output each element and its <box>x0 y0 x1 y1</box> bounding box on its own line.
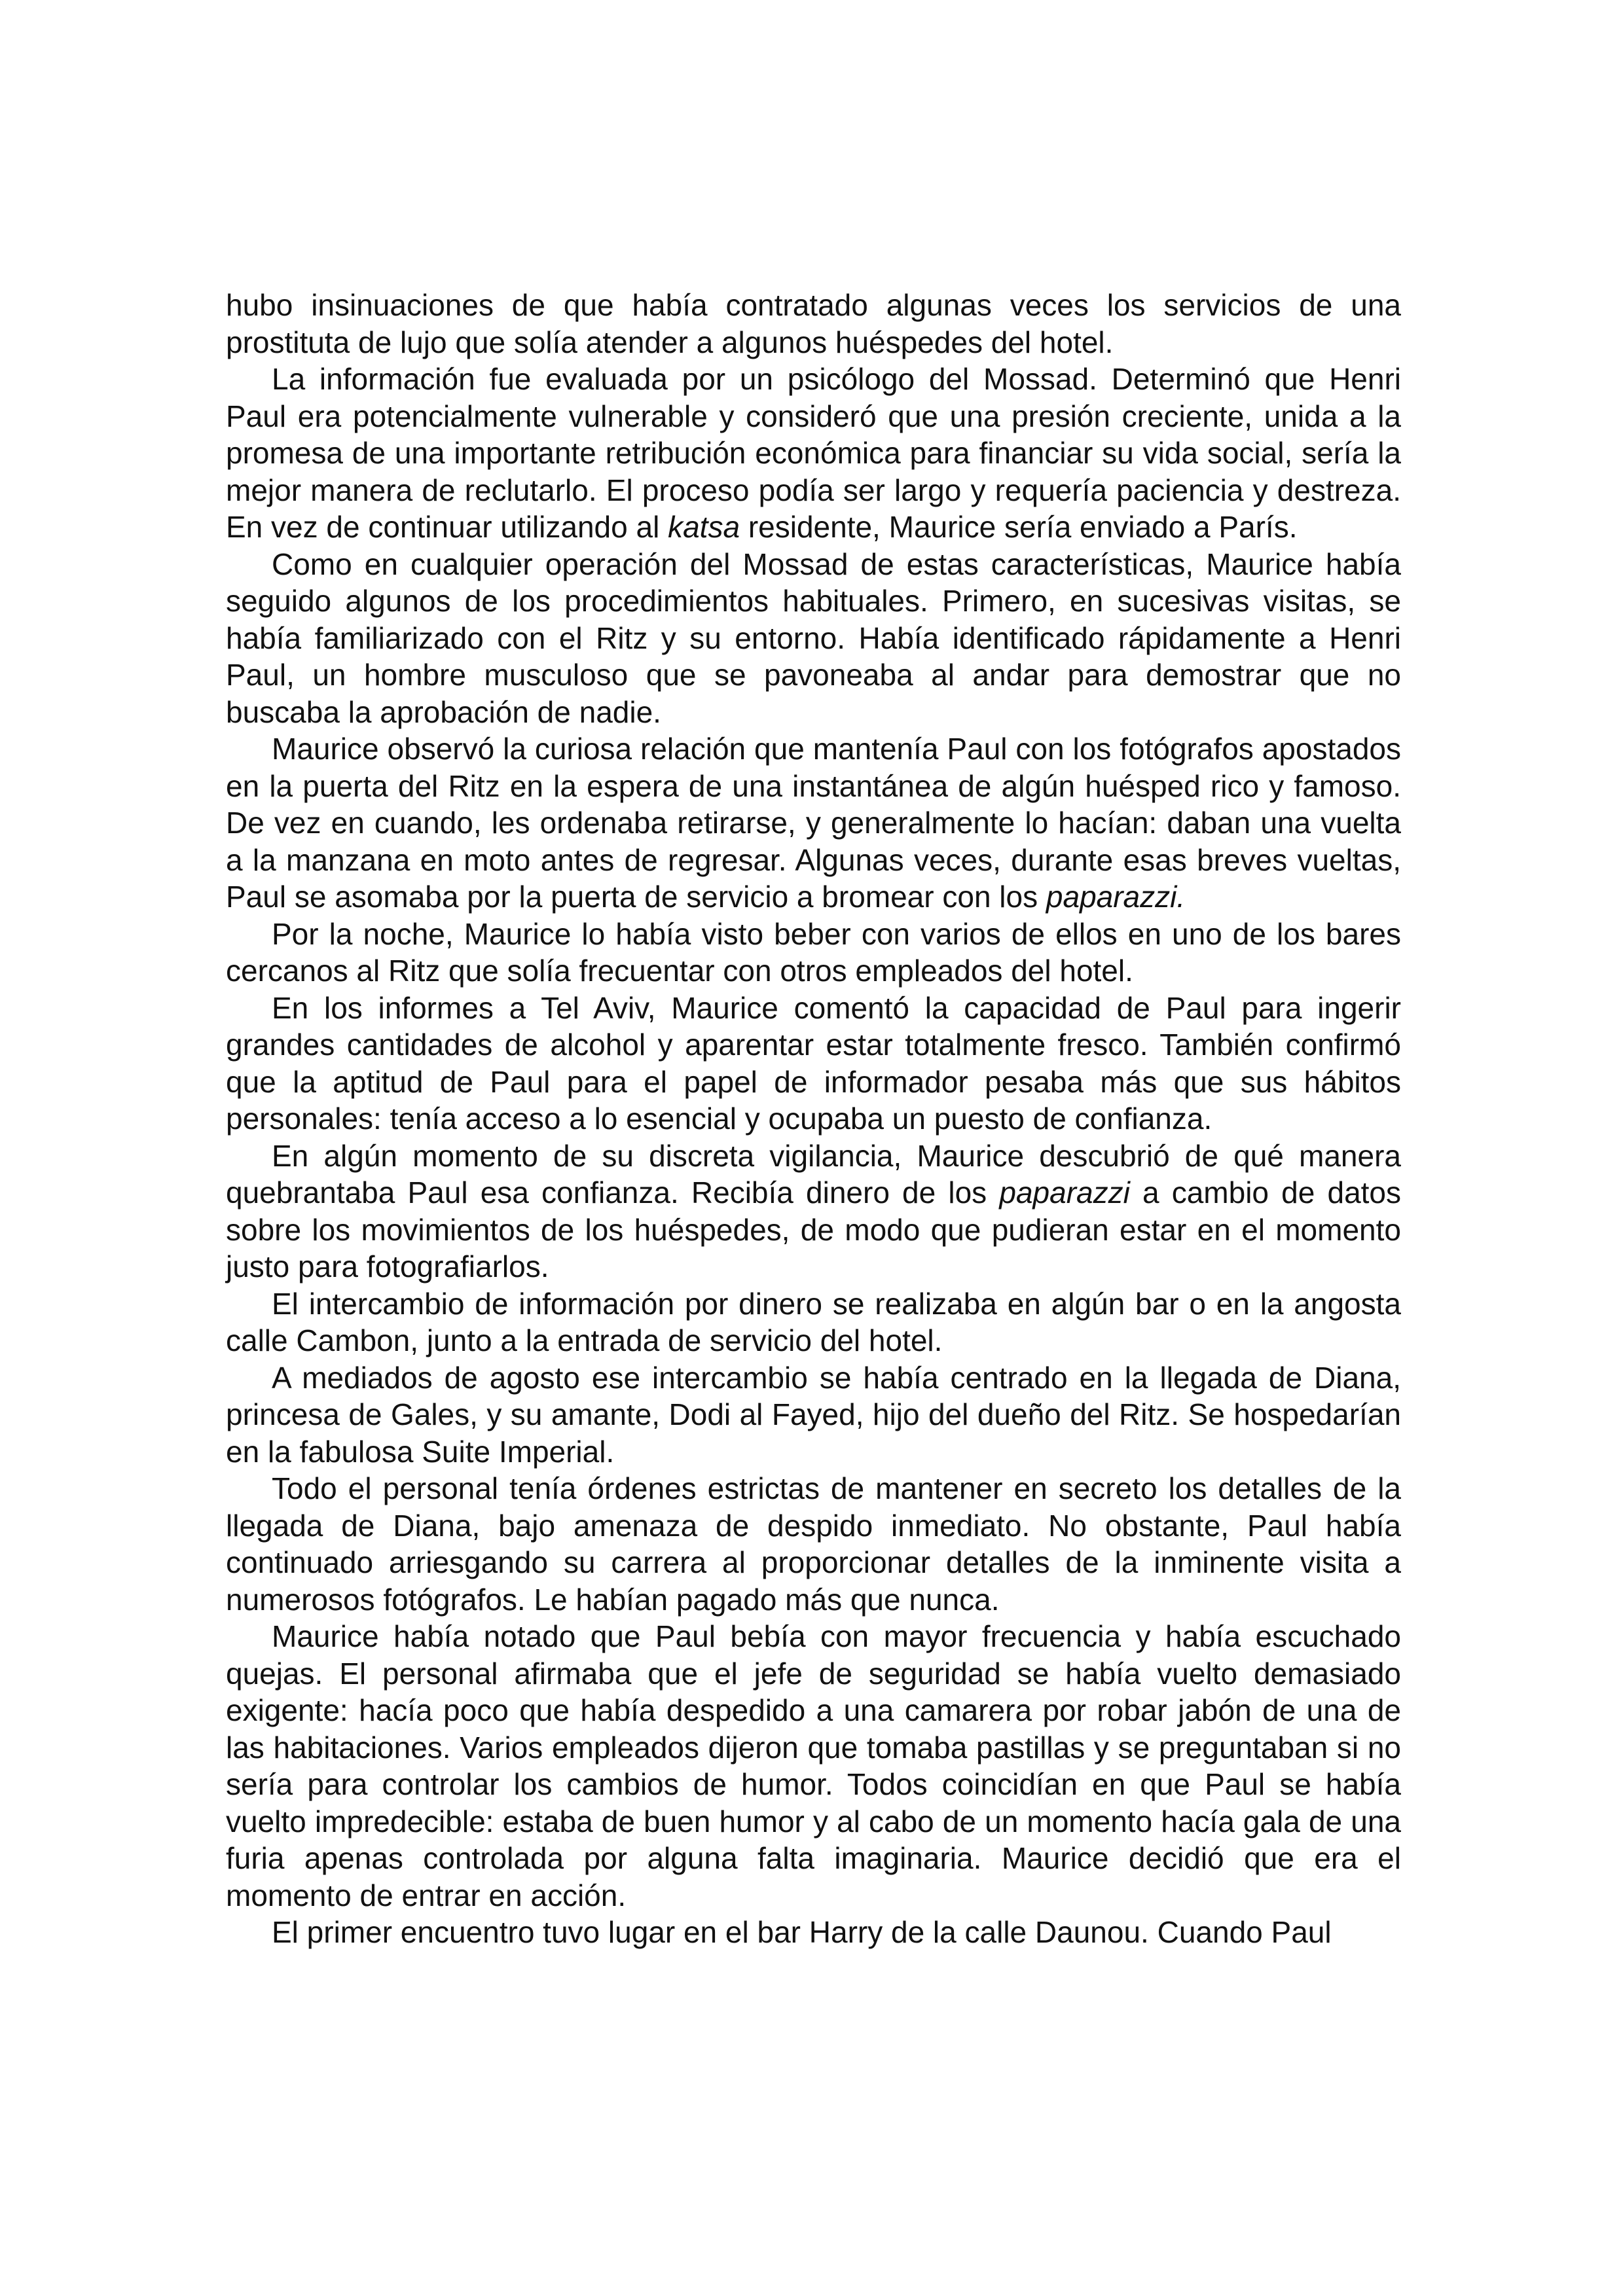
paragraph <box>226 990 1401 1138</box>
paragraph-text: Maurice observó la curiosa relación que mantenía Paul con los fotógrafos apostados en la puerta del Ritz en la espera de una instantánea de algún huésped rico y famoso. De vez en cuando, les ordenaba retirarse, y generalmente lo hacían: daban una vuelta a la manzana en moto antes de regresar. Algunas veces, durante esas breves vueltas, Paul se asomaba por la puerta de servicio a bromear con los <box>226 732 1401 914</box>
italic-term: katsa <box>668 510 740 544</box>
paragraph <box>226 1618 1401 1914</box>
paragraph-text: El intercambio de información por dinero se realizaba en algún bar o en la angosta calle Cambon, junto a la entrada de servicio del hotel. <box>226 1286 1401 1357</box>
italic-term: paparazzi. <box>1046 880 1186 914</box>
paragraph-text: En los informes a Tel Aviv, Maurice comentó la capacidad de Paul para ingerir grandes cantidades de alcohol y aparentar estar totalmente fresco. También confirmó que la aptitud de Paul para el papel de informador pesaba más que sus hábitos personales: tenía acceso a lo esencial y ocupaba un puesto de confianza. <box>226 990 1401 1136</box>
paragraph <box>226 1138 1401 1285</box>
paragraph <box>226 287 1401 361</box>
paragraph-text: residente, Maurice sería enviado a París. <box>740 510 1298 544</box>
paragraph-text: A mediados de agosto ese intercambio se había centrado en la llegada de Diana, princesa de Gales, y su amante, Dodi al Fayed, hijo del dueño del Ritz. Se hospedarían en la fabulosa Suite Imperial. <box>226 1360 1401 1469</box>
paragraph <box>226 1359 1401 1471</box>
paragraph <box>226 361 1401 546</box>
paragraph-text: Por la noche, Maurice lo había visto beber con varios de ellos en uno de los bares cercanos al Ritz que solía frecuentar con otros empleados del hotel. <box>226 916 1401 988</box>
paragraph-text: Todo el personal tenía órdenes estrictas de mantener en secreto los detalles de la llegada de Diana, bajo amenaza de despido inmediato. No obstante, Paul había continuado arriesgando su carrera al proporcionar detalles de la inminente visita a numerosos fotógrafos. Le habían pagado más que nunca. <box>226 1471 1401 1617</box>
paragraph <box>226 546 1401 731</box>
paragraph-text: La información fue evaluada por un psicólogo del Mossad. Determinó que Henri Paul era potencialmente vulnerable y consideró que una presión creciente, unida a la promesa de una importante retribución económica para financiar su vida social, sería la mejor manera de reclutarlo. El proceso podía ser largo y requería paciencia y destreza. En vez de continuar utilizando al <box>226 362 1401 544</box>
paragraph-text: El primer encuentro tuvo lugar en el bar Harry de la calle Daunou. Cuando Paul <box>272 1915 1332 1949</box>
paragraph <box>226 1285 1401 1359</box>
paragraph <box>226 1914 1401 1951</box>
italic-term: paparazzi <box>999 1175 1130 1210</box>
paragraph-text: En algún momento de su discreta vigilancia, Maurice descubrió de qué manera quebrantaba Paul esa confianza. Recibía dinero de los <box>226 1138 1401 1210</box>
paragraph-text: a cambio de datos sobre los movimientos de los huéspedes, de modo que pudieran estar en el momento justo para fotografiarlos. <box>226 1175 1402 1283</box>
paragraph <box>226 1470 1401 1618</box>
paragraph-text: Como en cualquier operación del Mossad de estas características, Maurice había seguido algunos de los procedimientos habituales. Primero, en sucesivas visitas, se había familiarizado con el Ritz y su entorno. Había identificado rápidamente a Henri Paul, un hombre musculoso que se pavoneaba al andar para demostrar que no buscaba la aprobación de nadie. <box>226 547 1401 729</box>
body-text <box>226 287 1401 1951</box>
paragraph-text: hubo insinuaciones de que había contratado algunas veces los servicios de una prostituta de lujo que solía atender a algunos huéspedes del hotel. <box>226 288 1401 359</box>
paragraph <box>226 730 1401 916</box>
paragraph <box>226 916 1401 990</box>
paragraph-text: Maurice había notado que Paul bebía con mayor frecuencia y había escuchado quejas. El personal afirmaba que el jefe de seguridad se había vuelto demasiado exigente: hacía poco que había despedido a una camarera por robar jabón de una de las habitaciones. Varios empleados dijeron que tomaba pastillas y se preguntaban si no sería para controlar los cambios de humor. Todos coincidían en que Paul se había vuelto impredecible: estaba de buen humor y al cabo de un momento hacía gala de una furia apenas controlada por alguna falta imaginaria. Maurice decidió que era el momento de entrar en acción. <box>226 1619 1401 1912</box>
